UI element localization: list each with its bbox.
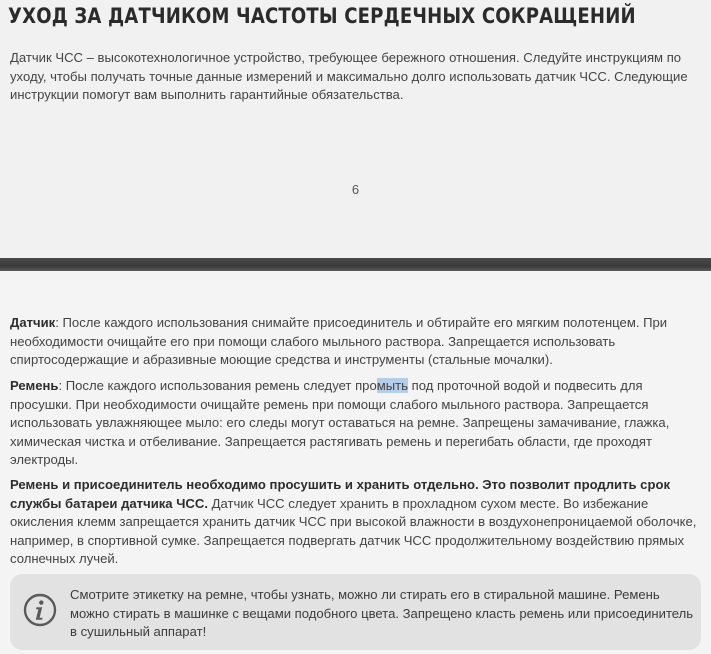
page-separator [0,258,711,271]
strap-paragraph [10,377,705,470]
storage-paragraph [10,476,705,569]
strap-text-after: под проточной водой и подвесить для просушки. При необходимости очищайте ремень при помощи слабого мыльного раствора. Запрещается использовать увлажняющее мыло: его следы могут оставаться на ремне. Запрещены замачивание, глажка, химическая чистка и отбеливание. Запрещается растягивать ремень и перегибать области, где проходят электроды. [10,378,670,467]
intro-paragraph: Датчик ЧСС – высокотехнологичное устройство, требующее бережного отношения. Следуйте инструкциям по уходу, чтобы получать точные данные измерений и максимально долго использовать датчик ЧСС. Следующие инструкции помогут вам выполнить гарантийные обязательства. [10,50,688,102]
page-number: 6 [351,182,360,197]
storage-bold-text: Ремень и присоединитель необходимо просушить и хранить отдельно. Это позволит продлить срок службы батареи датчика ЧСС. [10,477,671,511]
storage-text: Датчик ЧСС следует хранить в прохладном сухом месте. Во избежание окисления клемм запрещается хранить датчик ЧСС при высокой влажности в воздухонепроницаемой оболочке, например, в спортивной сумке. Запрещается подвергать датчик ЧСС продолжительному воздействию прямых солнечных лучей. [10,495,697,566]
sensor-text: : После каждого использования снимайте присоединитель и обтирайте его мягким полотенцем. При необходимости очищайте его при помощи слабого мыльного раствора. Запрещается использовать спиртосодержащие и абразивные моющие средства и инструменты (стальные мочалки). [10,315,668,367]
sensor-label: Датчик [10,315,56,330]
sensor-paragraph [10,314,705,370]
note-text: Смотрите этикетку на ремне, чтобы узнать, можно ли стирать его в стиральной машине. Ремень можно стирать в машинке с вещами подобного цвета. Запрещено класть ремень или присоединитель в сушильный аппарат! [70,587,694,639]
info-icon [23,593,57,627]
info-note [10,574,701,650]
strap-text-before: : После каждого использования ремень следует про [58,378,377,393]
strap-label: Ремень [10,378,59,393]
selected-text[interactable]: мыть [376,378,408,393]
page-top [0,0,711,258]
page-title: УХОД ЗА ДАТЧИКОМ ЧАСТОТЫ СЕРДЕЧНЫХ СОКРАЩЕНИЙ [8,4,636,28]
